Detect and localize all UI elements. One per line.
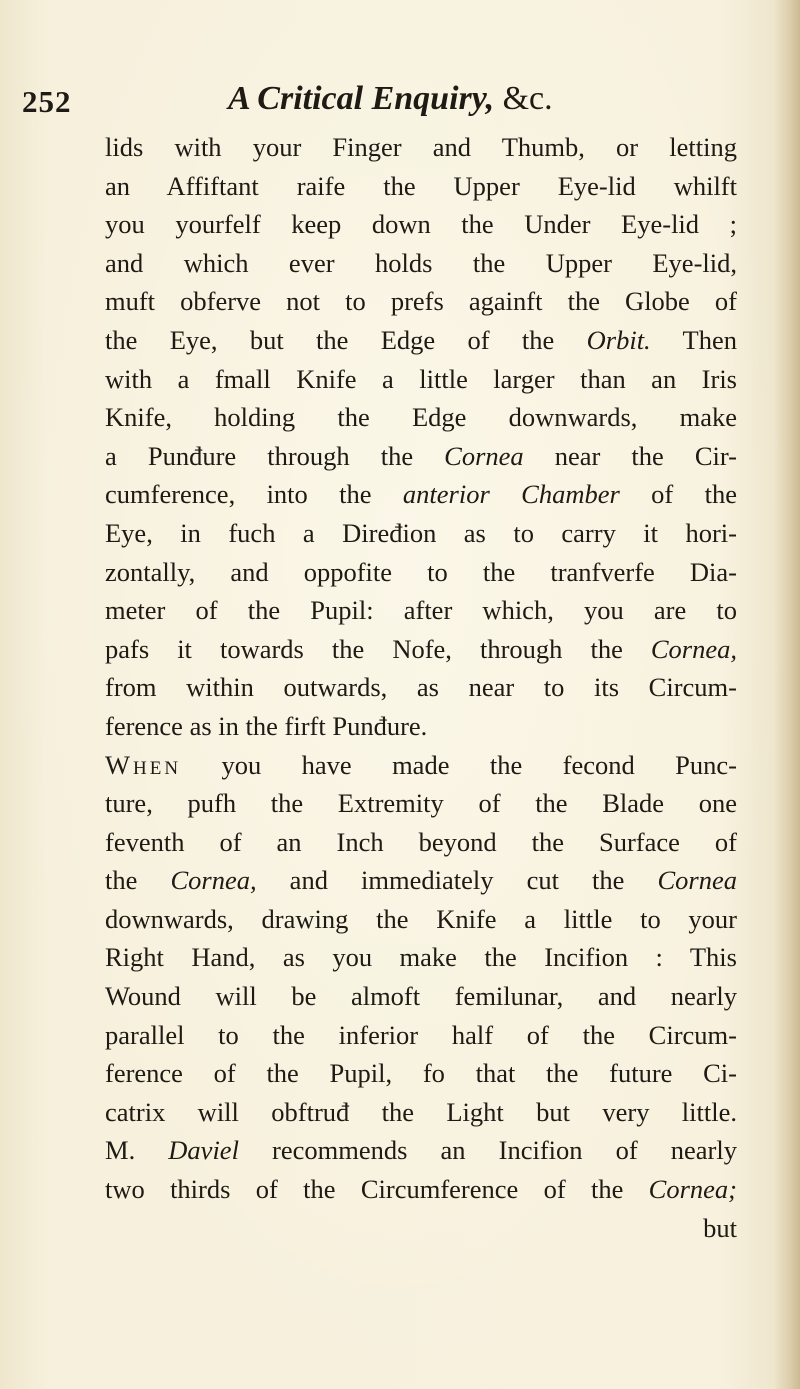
text-line: Right Hand, as you make the Incifion : This xyxy=(105,942,737,973)
italic-term: Cornea, xyxy=(650,633,737,664)
text-line: ture, pufh the Extremity of the Blade one xyxy=(105,788,737,819)
text-segment: cumference, into the xyxy=(105,479,403,510)
text-line: lids with your Finger and Thumb, or letting xyxy=(105,132,737,162)
text-segment: the xyxy=(105,865,171,896)
text-segment: pafs it towards the Nofe, through the xyxy=(105,633,651,664)
italic-term: anterior Chamber xyxy=(402,479,620,510)
text-line: and which ever holds the Upper Eye-lid, xyxy=(105,247,737,278)
text-line: zontally, and oppofite to the tranfverfe Dia- xyxy=(105,556,737,587)
text-line: Wound will be almoft femilunar, and nearly xyxy=(105,981,737,1012)
text-segment: Then xyxy=(650,324,737,355)
text-line: ference of the Pupil, fo that the future Ci- xyxy=(105,1058,737,1089)
running-head-etc: &c. xyxy=(502,80,553,117)
italic-term: Cornea; xyxy=(648,1174,737,1205)
text-line xyxy=(105,630,737,669)
page-number: 252 xyxy=(22,84,72,119)
text-line xyxy=(105,1131,737,1170)
text-line: with a fmall Knife a little larger than an Iris xyxy=(105,363,737,394)
italic-term: Cornea, xyxy=(170,865,257,896)
text-line: parallel to the inferior half of the Circum- xyxy=(105,1019,737,1050)
running-head xyxy=(228,80,553,118)
text-line xyxy=(105,437,737,476)
running-head-title: A Critical Enquiry, xyxy=(228,80,495,117)
italic-name: Daviel xyxy=(168,1135,239,1166)
text-segment: two thirds of the Circumference of the xyxy=(105,1174,649,1205)
text-line xyxy=(105,1170,737,1209)
italic-term: Orbit. xyxy=(586,324,651,355)
text-line xyxy=(105,861,737,900)
page-edge-shadow xyxy=(774,0,800,1389)
text-segment: of the xyxy=(619,479,737,510)
text-line: Eye, in fuch a Diređion as to carry it hori- xyxy=(105,517,737,548)
text-segment: recommends an Incifion of nearly xyxy=(238,1135,737,1166)
text-line: catrix will obftruđ the Light but very little. xyxy=(105,1096,737,1127)
text-line: muft obferve not to prefs againft the Globe of xyxy=(105,286,737,317)
text-segment: a Punđure through the xyxy=(105,440,445,471)
text-line: from within outwards, as near to its Circum- xyxy=(105,672,737,703)
text-line: downwards, drawing the Knife a little to your xyxy=(105,903,737,934)
text-line: meter of the Pupil: after which, you are to xyxy=(105,595,737,626)
text-segment: M. xyxy=(105,1135,169,1166)
catchword: but xyxy=(703,1212,737,1243)
body-text xyxy=(105,128,737,1247)
text-segment: you have made the fecond Punc- xyxy=(181,749,737,780)
text-line xyxy=(105,321,737,360)
text-line: you yourfelf keep down the Under Eye-lid ; xyxy=(105,209,737,240)
text-segment: near the Cir- xyxy=(523,440,737,471)
italic-term: Cornea xyxy=(444,440,524,471)
text-line: feventh of an Inch beyond the Surface of xyxy=(105,826,737,857)
text-segment: and immediately cut the xyxy=(256,865,658,896)
text-segment: the Eye, but the Edge of the xyxy=(105,324,587,355)
text-line xyxy=(105,746,737,785)
italic-term: Cornea xyxy=(657,865,737,896)
paragraph-opening-word: When xyxy=(105,749,182,780)
text-line: an Affiftant raife the Upper Eye-lid whilft xyxy=(105,170,737,201)
text-line xyxy=(105,475,737,514)
text-line: Knife, holding the Edge downwards, make xyxy=(105,402,737,433)
text-line: ference as in the firft Punđure. xyxy=(105,710,428,741)
